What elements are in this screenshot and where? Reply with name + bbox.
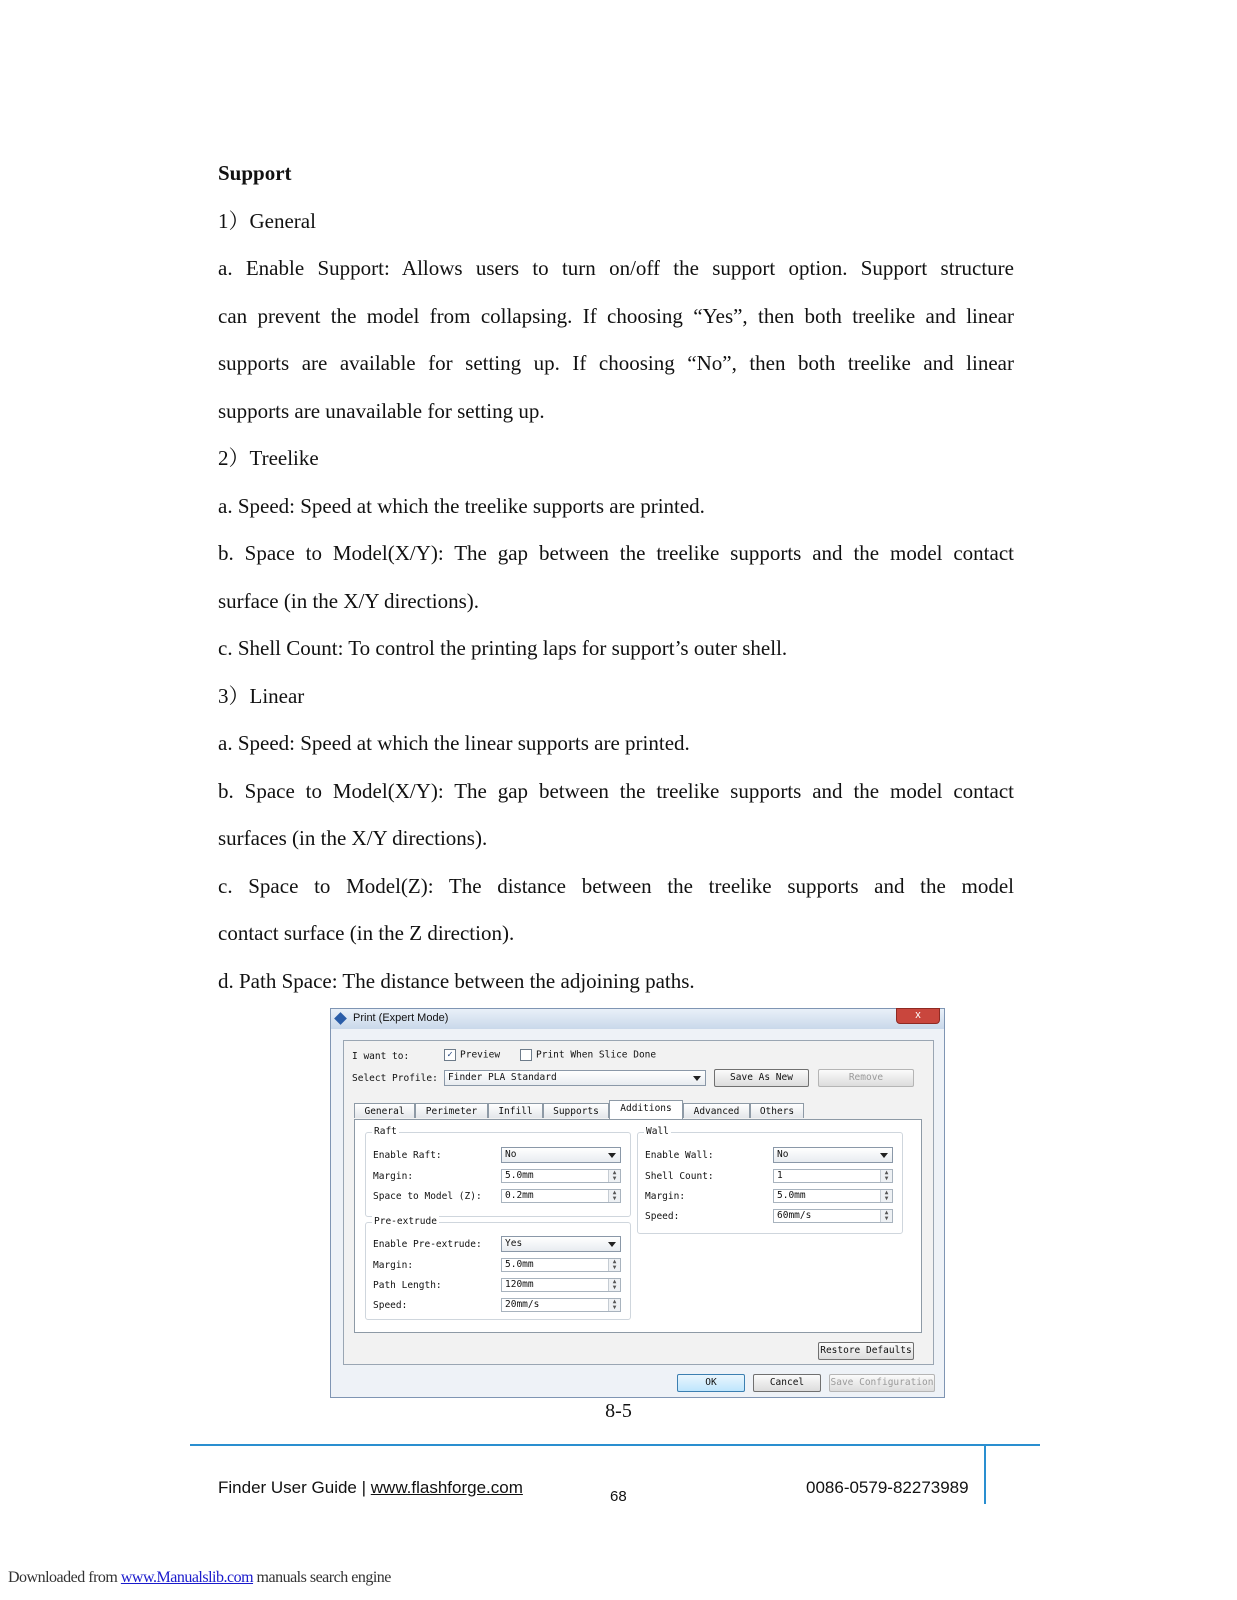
paragraph-line: supports are unavailable for setting up.	[218, 398, 545, 423]
pre-speed-label: Speed:	[373, 1300, 408, 1311]
dialog-titlebar[interactable]	[331, 1009, 944, 1029]
spin-arrows-icon[interactable]: ▲ ▼	[880, 1170, 892, 1182]
manualslib-link[interactable]: www.Manualslib.com	[120, 1569, 254, 1586]
raft-space-value: 0.2mm	[505, 1190, 534, 1201]
spin-arrows-icon[interactable]: ▲ ▼	[880, 1210, 892, 1222]
print-expert-dialog	[330, 1008, 945, 1398]
wall-speed-value: 60mm/s	[777, 1210, 812, 1221]
section-heading: Support	[218, 161, 292, 185]
footer-page-num: 68	[610, 1488, 627, 1505]
raft-space-label: Space to Model (Z):	[373, 1191, 482, 1202]
paragraph-line: surfaces (in the X/Y directions).	[218, 826, 488, 850]
cancel-button[interactable]: Cancel	[753, 1374, 821, 1392]
enable-wall-select[interactable]	[773, 1147, 893, 1163]
shell-count-value: 1	[777, 1170, 783, 1181]
additions-panel	[354, 1119, 922, 1333]
download-notice	[8, 1569, 391, 1587]
download-suffix: manuals search engine	[253, 1569, 391, 1586]
spin-arrows-icon[interactable]: ▲ ▼	[608, 1170, 620, 1182]
download-prefix: Downloaded from	[8, 1569, 121, 1586]
preview-checkbox[interactable]	[444, 1049, 500, 1061]
tab-infill[interactable]: Infill	[488, 1103, 543, 1118]
document-body	[218, 150, 1014, 1005]
enable-pre-extrude-value: Yes	[505, 1238, 523, 1249]
wall-margin-value: 5.0mm	[777, 1190, 806, 1201]
wall-group-title: Wall	[646, 1126, 669, 1137]
wall-margin-label: Margin:	[645, 1191, 686, 1202]
chevron-down-icon	[880, 1153, 888, 1158]
enable-wall-label: Enable Wall:	[645, 1150, 714, 1161]
print-when-done-checkbox[interactable]	[520, 1049, 656, 1061]
restore-defaults-button[interactable]: Restore Defaults	[818, 1342, 914, 1360]
paragraph-line: c. Shell Count: To control the printing laps for support’s outer shell.	[218, 636, 788, 660]
profile-value: Finder PLA Standard	[448, 1072, 557, 1083]
enable-raft-label: Enable Raft:	[373, 1150, 442, 1161]
pre-margin-label: Margin:	[373, 1260, 414, 1271]
print-when-done-label: Print When Slice Done	[536, 1049, 657, 1061]
paragraph-line: can prevent the model from collapsing. If choosing “Yes”, then both treelike and linear	[218, 303, 1014, 328]
pre-margin-value: 5.0mm	[505, 1259, 534, 1270]
footer-guide-text: Finder User Guide |	[218, 1478, 371, 1497]
paragraph-line: supports are available for setting up. If choosing “No”, then both treelike and linear	[218, 351, 1014, 375]
dialog-content	[343, 1040, 934, 1365]
footer-divider	[190, 1444, 1040, 1446]
path-length-label: Path Length:	[373, 1280, 442, 1291]
close-button[interactable]: x	[896, 1008, 940, 1024]
subheading-treelike: 2）Treelike	[218, 446, 319, 470]
tab-others[interactable]: Others	[750, 1103, 804, 1118]
footer-vertical-divider	[984, 1446, 986, 1504]
pre-margin-input[interactable]	[501, 1258, 621, 1272]
footer-phone: 0086-0579-82273989	[806, 1478, 969, 1497]
raft-margin-label: Margin:	[373, 1171, 414, 1182]
tab-perimeter[interactable]: Perimeter	[415, 1103, 488, 1118]
subheading-general: 1）General	[218, 208, 316, 233]
paragraph-line: b. Space to Model(X/Y): The gap between the treelike supports and the model contact	[218, 778, 1014, 803]
shell-count-label: Shell Count:	[645, 1171, 714, 1182]
raft-group	[365, 1126, 631, 1217]
dialog-title: Print (Expert Mode)	[353, 1012, 449, 1024]
enable-pre-extrude-label: Enable Pre-extrude:	[373, 1239, 482, 1250]
path-length-input[interactable]	[501, 1278, 621, 1292]
paragraph-line: c. Space to Model(Z): The distance between the treelike supports and the model	[218, 873, 1014, 898]
checkbox-empty-icon	[520, 1049, 532, 1061]
pre-extrude-group-title: Pre-extrude	[374, 1216, 437, 1227]
chevron-down-icon	[608, 1153, 616, 1158]
paragraph-line: b. Space to Model(X/Y): The gap between the treelike supports and the model contact	[218, 541, 1014, 565]
footer-guide	[218, 1478, 523, 1498]
preview-label: Preview	[460, 1049, 501, 1061]
raft-margin-input[interactable]	[501, 1169, 621, 1183]
chevron-down-icon	[693, 1076, 701, 1081]
pre-speed-value: 20mm/s	[505, 1299, 540, 1310]
raft-group-title: Raft	[374, 1126, 397, 1137]
wall-margin-input[interactable]	[773, 1189, 893, 1203]
spin-arrows-icon[interactable]: ▲ ▼	[608, 1259, 620, 1271]
spin-arrows-icon[interactable]: ▲ ▼	[608, 1279, 620, 1291]
save-configuration-button[interactable]: Save Configuration	[829, 1374, 935, 1392]
remove-button[interactable]: Remove	[818, 1069, 914, 1087]
path-length-value: 120mm	[505, 1279, 534, 1290]
footer-website-link[interactable]: www.flashforge.com	[370, 1478, 523, 1497]
app-icon	[334, 1012, 347, 1025]
enable-raft-value: No	[505, 1149, 517, 1160]
wall-speed-label: Speed:	[645, 1211, 680, 1222]
wall-speed-input[interactable]	[773, 1209, 893, 1223]
ok-button[interactable]: OK	[677, 1374, 745, 1392]
paragraph-line: contact surface (in the Z direction).	[218, 921, 515, 945]
tab-additions[interactable]: Additions	[609, 1100, 683, 1119]
spin-arrows-icon[interactable]: ▲ ▼	[608, 1299, 620, 1311]
paragraph-line: d. Path Space: The distance between the adjoining paths.	[218, 968, 695, 993]
spin-arrows-icon[interactable]: ▲ ▼	[880, 1190, 892, 1202]
raft-margin-value: 5.0mm	[505, 1170, 534, 1181]
profile-select[interactable]	[444, 1070, 706, 1086]
raft-space-input[interactable]	[501, 1189, 621, 1203]
pre-extrude-group	[365, 1216, 631, 1320]
page-number: 8-5	[605, 1400, 632, 1422]
save-as-new-button[interactable]: Save As New	[714, 1069, 809, 1087]
paragraph-line: surface (in the X/Y directions).	[218, 588, 480, 613]
paragraph-line: a. Speed: Speed at which the linear supports are printed.	[218, 731, 690, 755]
i-want-to-label: I want to:	[352, 1051, 410, 1062]
tab-advanced[interactable]: Advanced	[683, 1103, 750, 1118]
check-icon: ✓	[444, 1049, 456, 1061]
tab-supports[interactable]: Supports	[543, 1103, 609, 1118]
shell-count-input[interactable]	[773, 1169, 893, 1183]
pre-speed-input[interactable]	[501, 1298, 621, 1312]
paragraph-line: a. Speed: Speed at which the treelike supports are printed.	[218, 493, 705, 518]
spin-arrows-icon[interactable]: ▲ ▼	[608, 1190, 620, 1202]
enable-raft-select[interactable]	[501, 1147, 621, 1163]
wall-group	[637, 1126, 903, 1234]
subheading-linear: 3）Linear	[218, 683, 305, 708]
chevron-down-icon	[608, 1242, 616, 1247]
select-profile-label: Select Profile:	[352, 1073, 438, 1084]
enable-wall-value: No	[777, 1149, 789, 1160]
paragraph-line: a. Enable Support: Allows users to turn on/off the support option. Support structure	[218, 256, 1014, 280]
tab-general[interactable]: General	[354, 1103, 415, 1118]
enable-pre-extrude-select[interactable]	[501, 1236, 621, 1252]
